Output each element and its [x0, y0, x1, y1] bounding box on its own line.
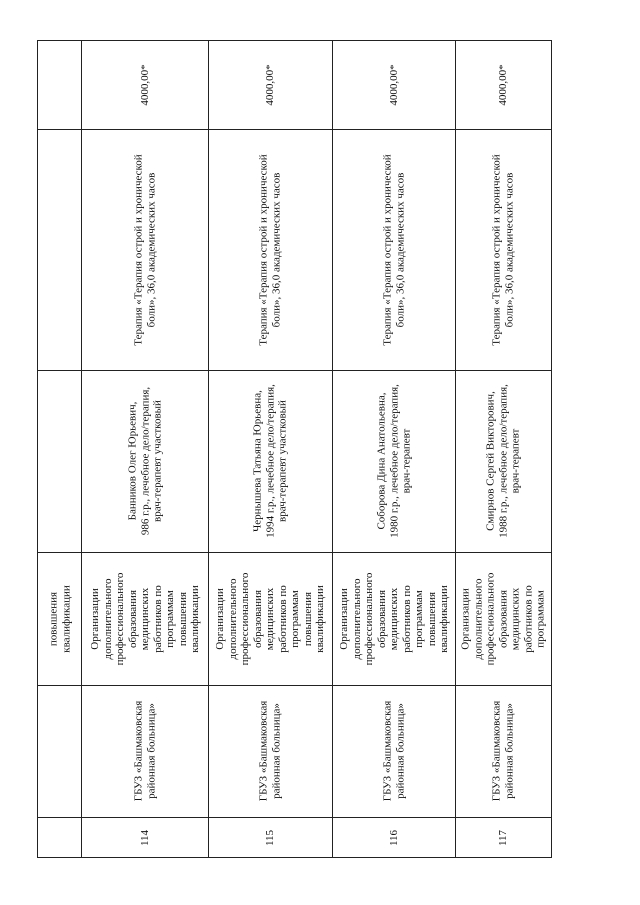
amount-value: 4000,00* [263, 64, 276, 106]
form-line: образования [251, 589, 264, 648]
form-cell [332, 552, 455, 685]
form-line: программам [163, 589, 176, 648]
program-cell [455, 129, 551, 370]
person-cell [455, 370, 551, 552]
form-cell [455, 552, 551, 685]
form-line: Организации [337, 587, 350, 650]
form-line: профессионального [113, 572, 126, 665]
institution-cell [208, 685, 332, 817]
institution-cell [81, 685, 208, 817]
form-line: дополнительного [100, 578, 113, 659]
row-number: 115 [263, 829, 276, 847]
program-line: боли», 36,0 академических часов [144, 172, 157, 327]
form-line: медицинских [263, 587, 276, 650]
program-line: Терапия «Терапия острой и хронической [381, 153, 393, 346]
row-number: 116 [387, 829, 400, 847]
program-cell [208, 129, 332, 370]
form-line: работников по [276, 584, 289, 653]
amount-value: 4000,00* [496, 64, 509, 106]
amount-cell [332, 41, 455, 129]
form-line: медицинских [138, 587, 151, 650]
form-line: дополнительного [349, 578, 362, 659]
form-cell [208, 552, 332, 685]
person-cell [81, 370, 208, 552]
program-cell [81, 129, 208, 370]
institution-line: районная больница» [144, 703, 157, 799]
form-line: образования [125, 589, 138, 648]
person-line: Смирнов Сергей Викторович, [484, 391, 497, 531]
form-line: профессионального [238, 572, 251, 665]
form-line: Организации [88, 587, 101, 650]
form-line: работников по [150, 584, 163, 653]
program-line: боли», 36,0 академических часов [503, 172, 515, 327]
person-cell [208, 370, 332, 552]
institution-cell [455, 685, 551, 817]
person-line: Соборова Дина Анатольевна, [374, 392, 387, 530]
form-line: работников по [521, 584, 534, 653]
row-number: 114 [138, 829, 151, 847]
form-line: образования [374, 589, 387, 648]
form-line: Организации [459, 587, 472, 650]
header-line: повышения [47, 591, 59, 646]
institution-line: ГБУЗ «Башмаковская [490, 700, 503, 802]
person-cell [332, 370, 455, 552]
person-line: 986 г.р., лечебное дело/терапия, [138, 386, 151, 536]
form-line: программам [534, 589, 547, 648]
person-line: 1994 г.р., лечебное дело/терапия, [263, 384, 276, 538]
form-line: квалификации [188, 584, 201, 653]
form-line: программам [288, 589, 301, 648]
institution-line: районная больница» [503, 703, 515, 799]
form-line: Организации [213, 587, 226, 650]
rotated-table [37, 40, 552, 858]
person-line: 1988 г.р., лечебное дело/терапия, [496, 384, 509, 538]
person-line: Банников Олег Юрьевич, [125, 401, 138, 521]
institution-line: ГБУЗ «Башмаковская [381, 700, 393, 802]
form-line: дополнительного [471, 578, 484, 659]
form-line: медицинских [387, 587, 400, 650]
program-cell [332, 129, 455, 370]
header-line: квалификации [59, 584, 72, 653]
number-cell [81, 817, 208, 859]
form-line: профессионального [484, 572, 497, 665]
program-line: боли», 36,0 академических часов [393, 172, 406, 327]
row-number: 117 [496, 829, 509, 847]
program-line: Терапия «Терапия острой и хронической [257, 153, 270, 346]
program-line: Терапия «Терапия острой и хронической [132, 153, 144, 346]
form-line: дополнительного [226, 578, 239, 659]
program-line: Терапия «Терапия острой и хронической [490, 153, 503, 346]
form-line: программам [412, 589, 425, 648]
amount-cell [455, 41, 551, 129]
form-cell [81, 552, 208, 685]
person-line: врач-терапевт участковый [150, 400, 163, 522]
program-line: боли», 36,0 академических часов [270, 172, 282, 327]
institution-cell [332, 685, 455, 817]
amount-cell [208, 41, 332, 129]
form-line: квалификации [313, 584, 326, 653]
form-line: повышения [175, 591, 188, 646]
number-cell [455, 817, 551, 859]
form-line: медицинских [509, 587, 522, 650]
form-line: работников по [399, 584, 412, 653]
institution-line: ГБУЗ «Башмаковская [257, 700, 270, 802]
person-line: врач-терапевт [509, 428, 522, 494]
institution-line: ГБУЗ «Башмаковская [132, 700, 144, 802]
form-line: повышения [424, 591, 437, 646]
amount-cell [81, 41, 208, 129]
amount-value: 4000,00* [387, 64, 400, 106]
number-cell [208, 817, 332, 859]
person-line: 1980 г.р., лечебное дело/терапия, [387, 384, 400, 538]
person-line: Чернышева Татьяна Юрьевна, [251, 390, 264, 532]
institution-line: районная больница» [270, 703, 282, 799]
form-line: профессионального [362, 572, 375, 665]
amount-value: 4000,00* [138, 64, 151, 106]
form-line: квалификации [437, 584, 450, 653]
person-line: врач-терапевт [399, 428, 412, 494]
form-line: образования [496, 589, 509, 648]
institution-line: районная больница» [393, 703, 406, 799]
person-line: врач-терапевт участковый [276, 400, 289, 522]
header-form-cell [38, 552, 81, 685]
number-cell [332, 817, 455, 859]
form-line: повышения [301, 591, 314, 646]
